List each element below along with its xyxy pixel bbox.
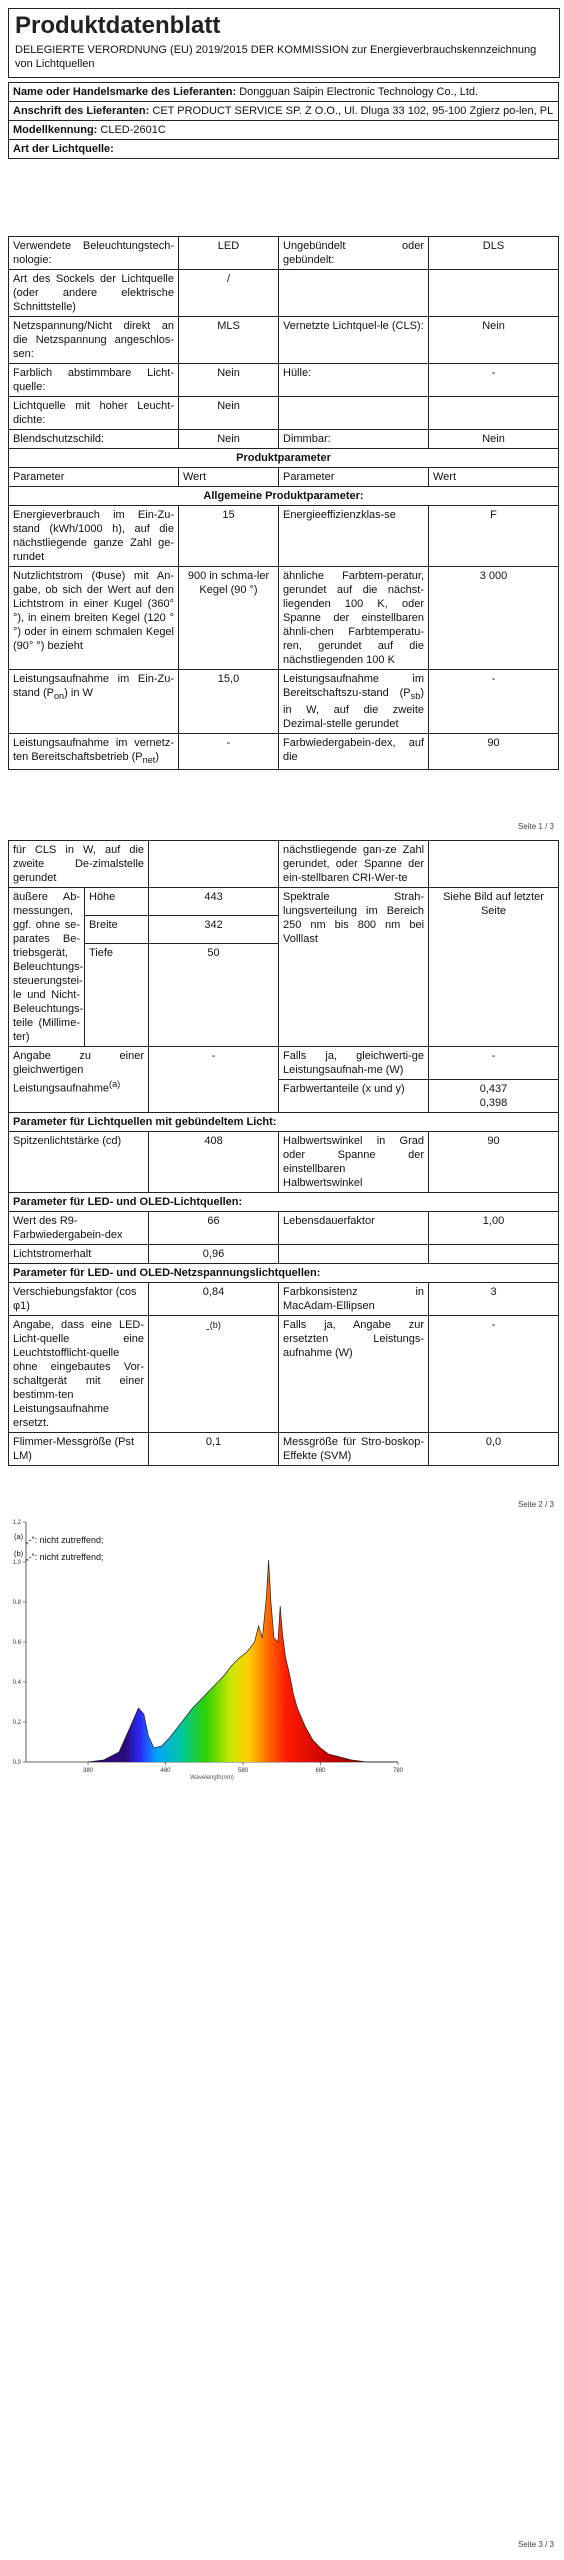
chromaticity-y: 0,398: [479, 1097, 508, 1109]
cls-label: Vernetzte Lichtquel-le (CLS):: [279, 317, 429, 364]
col-header-param: Parameter: [279, 468, 429, 487]
footnote-a-mark: (a): [14, 1532, 24, 1541]
energy-on-label: Energieverbrauch im Ein-Zu-stand (kWh/1000 h), auf die nächstliegende ganze Zahl ge-rundet: [9, 506, 179, 567]
cct-value: 3 000: [429, 567, 559, 670]
depth-label: Tiefe: [85, 944, 149, 1047]
spectral-distribution-chart: [0, 1500, 564, 2060]
x-tick-label: 680: [315, 1768, 326, 1774]
glare-shield-label: Blendschutzschild:: [9, 430, 179, 449]
footnote-b-text: „-“: nicht zutreffend;: [23, 1552, 104, 1562]
col-header-value: Wert: [429, 468, 559, 487]
directional-section-title: Parameter für Lichtquellen mit gebündeltem Licht:: [9, 1113, 559, 1132]
useful-flux-value: 900 in schma-ler Kegel (90 °): [179, 567, 279, 670]
power-on-label-text: Leistungsaufnahme im Ein-Zu-stand (P: [13, 673, 174, 699]
footnote-ref-b: (b): [209, 1320, 221, 1330]
stroboscopic-label: Messgröße für Stro-boskop-Effekte (SVM): [279, 1433, 429, 1466]
model-cell: [9, 121, 559, 140]
peak-intensity-label: Spitzenlichtstärke (cd): [9, 1132, 149, 1193]
supplier-name-value: Dongguan Saipin Electronic Technology Co., Ltd.: [239, 86, 479, 98]
col-header-param: Parameter: [9, 468, 179, 487]
glare-shield-value: Nein: [179, 430, 279, 449]
footnote-ref-a: (a): [109, 1079, 121, 1089]
beam-angle-value: 90: [429, 1132, 559, 1193]
cct-label: ähnliche Farbtem-peratur, gerundet auf die nächst-liegenden 100 K, oder Spanne der einstellbaren ähnli-chen Farbtemperatu-ren, gerundet auf die nächstliegenden 100 K: [279, 567, 429, 670]
replaced-power-value: -: [429, 1316, 559, 1433]
supplier-name-cell: [9, 83, 559, 102]
y-tick-label: 0.0: [12, 1760, 21, 1766]
cri-label: Farbwiedergabein-dex, auf die: [279, 734, 429, 770]
page-title: Produktdatenblatt: [15, 12, 221, 39]
color-tunable-value: Nein: [179, 364, 279, 397]
power-factor-value: 0,84: [149, 1283, 279, 1316]
page-3: [0, 1500, 564, 2560]
width-value: 342: [149, 916, 279, 944]
regulation-subtitle: DELEGIERTE VERORDNUNG (EU) 2019/2015 DER KOMMISSION zur Energieverbrauchskennzeichnung von Lichtquellen: [15, 44, 537, 70]
light-type-heading: Art der Lichtquelle:: [9, 140, 559, 159]
model-label: Modellkennung:: [13, 124, 98, 136]
cri-value: 90: [429, 734, 559, 770]
footnote-a-text: „-“: nicht zutreffend;: [23, 1535, 104, 1545]
depth-value: 50: [149, 944, 279, 1047]
empty-cell: [429, 270, 559, 317]
equivalent-power-value: -: [149, 1047, 279, 1113]
color-tunable-label: Farblich abstimmbare Licht-quelle:: [9, 364, 179, 397]
standby-value: -: [429, 670, 559, 734]
standby-label-unit: ) in W, auf die zweite Dezimal-stelle gerundet: [283, 687, 424, 731]
supplier-address-label: Anschrift des Lieferanten:: [13, 105, 150, 117]
beam-angle-label: Halbwertswinkel in Grad oder Spanne der einstellbaren Halbwertswinkel: [279, 1132, 429, 1193]
empty-cell: [279, 270, 429, 317]
socket-label: Art des Sockels der Lichtquelle (oder andere elektrische Schnittstelle): [9, 270, 179, 317]
col-header-value: Wert: [179, 468, 279, 487]
dimmable-value: Nein: [429, 430, 559, 449]
x-tick-label: 580: [237, 1768, 249, 1774]
power-factor-label: Verschiebungsfaktor (cos φ1): [9, 1283, 149, 1316]
supplier-address-cell: [9, 102, 559, 121]
color-consistency-value: 3: [429, 1283, 559, 1316]
high-luminance-value: Nein: [179, 397, 279, 430]
envelope-value: -: [429, 364, 559, 397]
net-standby-continued: für CLS in W, auf die zweite De-zimalstelle gerundet: [9, 841, 149, 888]
empty-cell: [429, 1245, 559, 1264]
page-number: Seite 2 / 3: [517, 1500, 554, 1509]
energy-class-value: F: [429, 506, 559, 567]
net-standby-label-text: Leistungsaufnahme im vernetz-ten Bereitschaftsbetrieb (P: [13, 737, 174, 764]
fluorescent-replacement-dash: -: [206, 1323, 210, 1336]
y-tick-label: 1.2: [12, 1520, 21, 1526]
mains-label: Netzspannung/Nicht direkt an die Netzspannung angeschlos-sen:: [9, 317, 179, 364]
power-on-label-unit: ) in W: [64, 687, 93, 699]
cri-label-continued: nächstliegende gan-ze Zahl gerundet, oder Spanne der ein-stellbaren CRI-Wer-te: [279, 841, 429, 888]
x-tick-label: 480: [160, 1768, 171, 1774]
high-luminance-label: Lichtquelle mit hoher Leucht-dichte:: [9, 397, 179, 430]
survival-factor-value: 1,00: [429, 1212, 559, 1245]
lumen-maintenance-value: 0,96: [149, 1245, 279, 1264]
page-1: [0, 0, 564, 840]
empty-cell: [279, 397, 429, 430]
model-value: CLED-2601C: [100, 124, 166, 136]
mains-value: MLS: [179, 317, 279, 364]
focus-value: DLS: [429, 237, 559, 270]
standby-label-text: Leistungsaufnahme im Bereitschaftszu-stand (P: [283, 673, 424, 699]
x-tick-label: 780: [392, 1768, 404, 1774]
equivalent-watt-value: -: [429, 1047, 559, 1080]
fluorescent-replacement-label: Angabe, dass eine LED-Licht-quelle eine Leuchtstofflicht-quelle ohne eingebautes Vor-schaltgerät mit einer bestimm-ten Leistungsaufnahme ersetzt.: [9, 1316, 149, 1433]
useful-flux-label: Nutzlichtstrom (Φuse) mit An-gabe, ob sich der Wert auf den Lichtstrom in einer Kugel (360° °), in einem breiten Kegel (120 °°) oder in einem schmalen Kegel (90° °) bezieht: [9, 567, 179, 670]
stroboscopic-value: 0,0: [429, 1433, 559, 1466]
y-tick-label: 0.4: [12, 1680, 21, 1686]
net-standby-label: [9, 734, 179, 770]
chromaticity-x: 0,437: [479, 1083, 508, 1095]
dimensions-label: äußere Ab-messungen, ggf. ohne se-parates Be-triebsgerät, Beleuchtungs-steuerungstei-le und Nicht-Beleuchtungs-teile (Millime-ter): [9, 888, 85, 1047]
footnote-b-mark: (b): [14, 1549, 24, 1558]
x-axis-label: Wavelength(nm): [190, 1775, 234, 1781]
net-standby-subscript: net: [142, 755, 156, 766]
replaced-power-label: Falls ja, Angabe zur ersetzten Leistungs-aufnahme (W): [279, 1316, 429, 1433]
power-on-subscript: on: [53, 691, 65, 702]
power-on-value: 15,0: [179, 670, 279, 734]
net-standby-label-end: ): [155, 751, 160, 764]
empty-cell: [429, 841, 559, 888]
socket-value: /: [179, 270, 279, 317]
empty-cell: [429, 397, 559, 430]
peak-intensity-value: 408: [149, 1132, 279, 1193]
y-tick-label: 1.0: [12, 1560, 21, 1566]
page-number: Seite 3 / 3: [517, 2540, 554, 2549]
light-type-and-params-table: [8, 236, 559, 770]
chromaticity-label: Farbwertanteile (x und y): [279, 1080, 429, 1113]
cls-value: Nein: [429, 317, 559, 364]
width-label: Breite: [85, 916, 149, 944]
height-label: Höhe: [85, 888, 149, 916]
equivalent-power-text: Angabe zu einer gleichwertigen Leistungsaufnahme: [13, 1050, 145, 1095]
spectral-value: Siehe Bild auf letzter Seite: [429, 888, 559, 1047]
y-tick-label: 0.2: [12, 1720, 21, 1726]
lumen-maintenance-label: Lichtstromerhalt: [9, 1245, 149, 1264]
flicker-value: 0,1: [149, 1433, 279, 1466]
net-standby-value: -: [179, 734, 279, 770]
color-consistency-label: Farbkonsistenz in MacAdam-Ellipsen: [279, 1283, 429, 1316]
dimmable-label: Dimmbar:: [279, 430, 429, 449]
r9-value: 66: [149, 1212, 279, 1245]
supplier-address-value: CET PRODUCT SERVICE SP. Z O.O., Ul. Dluga 33 102, 95-100 Zgierz po-len, PL: [152, 105, 554, 117]
x-tick-label: 380: [82, 1768, 94, 1774]
envelope-label: Hülle:: [279, 364, 429, 397]
params-continued-table: [8, 840, 559, 1466]
empty-cell: [149, 841, 279, 888]
params-section-title: Produktparameter: [9, 449, 559, 468]
flicker-label: Flimmer-Messgröße (Pst LM): [9, 1433, 149, 1466]
y-tick-label: 0.8: [12, 1600, 21, 1606]
chromaticity-values: [429, 1080, 559, 1113]
fluorescent-replacement-value: [149, 1316, 279, 1433]
equivalent-watt-label: Falls ja, gleichwerti-ge Leistungsaufnah-me (W): [279, 1047, 429, 1080]
height-value: 443: [149, 888, 279, 916]
equivalent-power-label: [9, 1047, 149, 1113]
empty-cell: [279, 1245, 429, 1264]
spectrum-area: [88, 1560, 398, 1762]
spectral-label: Spektrale Strah-lungsverteilung im Bereich 250 nm bis 800 nm bei Volllast: [279, 888, 429, 1047]
energy-class-label: Energieeffizienzklas-se: [279, 506, 429, 567]
energy-on-value: 15: [179, 506, 279, 567]
focus-label: Ungebündelt oder gebündelt:: [279, 237, 429, 270]
header-block: [8, 8, 560, 78]
survival-factor-label: Lebensdauerfaktor: [279, 1212, 429, 1245]
chart-series: [88, 1560, 398, 1762]
general-params-title: Allgemeine Produktparameter:: [9, 487, 559, 506]
y-tick-label: 0.6: [12, 1640, 21, 1646]
supplier-table: [8, 82, 559, 159]
mains-section-title: Parameter für LED- und OLED-Netzspannungslichtquellen:: [9, 1264, 559, 1283]
tech-label: Verwendete Beleuchtungstech-nologie:: [9, 237, 179, 270]
standby-subscript: sb: [410, 691, 421, 702]
r9-label: Wert des R9-Farbwiedergabein-dex: [9, 1212, 149, 1245]
standby-label: [279, 670, 429, 734]
led-section-title: Parameter für LED- und OLED-Lichtquellen:: [9, 1193, 559, 1212]
tech-value: LED: [179, 237, 279, 270]
supplier-name-label: Name oder Handelsmarke des Lieferanten:: [13, 86, 237, 98]
page-number: Seite 1 / 3: [517, 822, 554, 831]
power-on-label: [9, 670, 179, 734]
